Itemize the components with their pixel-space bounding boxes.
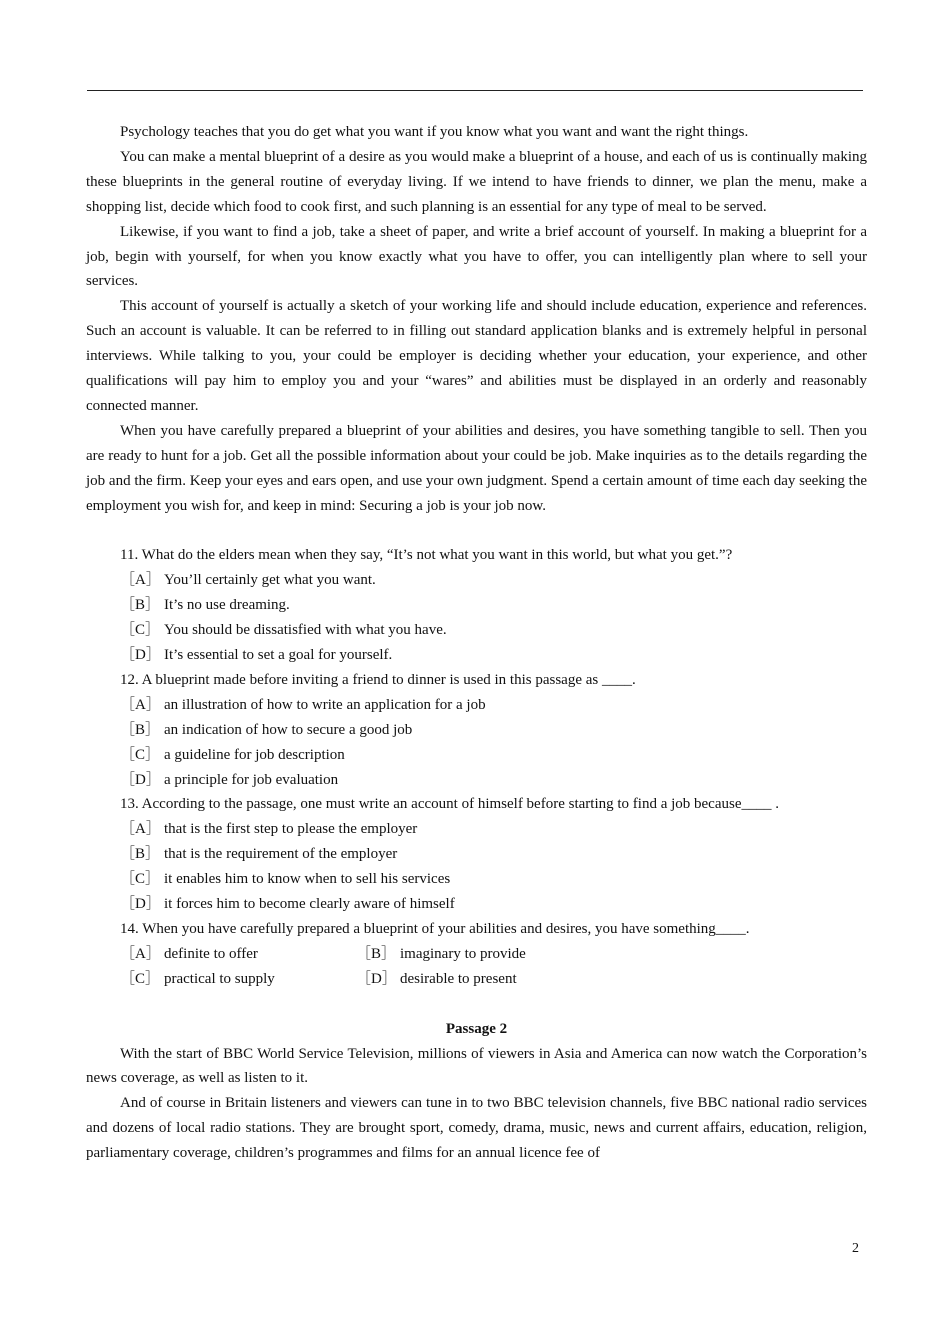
question-13-option-a[interactable] [86, 817, 867, 842]
question-13-stem: 13. According to the passage, one must write an account of himself before starting to find a job because____ . [120, 796, 779, 813]
option-text: an indication of how to secure a good job [164, 721, 413, 738]
question-11-option-b[interactable] [86, 593, 867, 618]
passage1-paragraph: You can make a mental blueprint of a desire as you would make a blueprint of a house, and each of us is continually making these blueprints in the general routine of everyday living. If we intend to have friends to dinner, we plan the menu, make a shopping list, decide which food to cook first, and such planning is an essential for any type of meal to be served. [86, 148, 867, 215]
question-12-stem: 12. A blueprint made before inviting a friend to dinner is used in this passage as ____. [120, 671, 636, 688]
question-14-option-c[interactable] [120, 967, 356, 992]
option-text: a guideline for job description [164, 746, 345, 763]
header-rule [87, 90, 863, 91]
passage1-paragraph: This account of yourself is actually a sketch of your working life and should include education, experience and references. Such an account is valuable. It can be referred to in filling out standard application blanks and is extremely helpful in personal interviews. While talking to you, your could be employer is deciding whether your education, your experience, and other qualifications will pay him to employ you and your “wares” and abilities must be displayed in an orderly and reasonably connected manner. [86, 298, 867, 414]
option-text: practical to supply [164, 970, 275, 987]
passage2-paragraph: And of course in Britain listeners and viewers can tune in to two BBC television channels, five BBC national radio services and dozens of local radio stations. They are brought sport, comedy, drama, music, news and current affairs, education, religion, parliamentary coverage, children’s programmes and films for an annual licence fee of [86, 1095, 867, 1162]
question-14-options-row [86, 967, 867, 992]
question-11-stem: 11. What do the elders mean when they say, “It’s not what you want in this world, but what you get.”? [120, 547, 733, 564]
option-text: You should be dissatisfied with what you have. [164, 622, 447, 639]
option-text: It’s no use dreaming. [164, 597, 290, 614]
option-label: ［D］ [356, 970, 397, 987]
question-14-option-a[interactable] [120, 942, 356, 967]
option-label: ［C］ [120, 746, 161, 763]
option-label: ［A］ [120, 945, 161, 962]
option-label: ［B］ [120, 846, 161, 863]
option-label: ［D］ [120, 647, 161, 664]
option-label: ［B］ [120, 597, 161, 614]
question-11-option-d[interactable] [86, 643, 867, 668]
question-12-option-b[interactable] [86, 718, 867, 743]
question-13-option-d[interactable] [86, 892, 867, 917]
option-label: ［A］ [120, 821, 161, 838]
option-text: it forces him to become clearly aware of himself [164, 896, 455, 913]
question-14-option-b[interactable] [356, 942, 526, 967]
question-12-option-c[interactable] [86, 743, 867, 768]
document-body [86, 120, 867, 1166]
page-number: 2 [852, 1241, 859, 1256]
passage1-paragraph: Psychology teaches that you do get what you want if you know what you want and want the right things. [120, 124, 749, 140]
option-text: a principle for job evaluation [164, 771, 339, 788]
question-14-options-row [86, 942, 867, 967]
option-text: imaginary to provide [400, 945, 526, 962]
spacer [86, 992, 867, 1017]
passage1-paragraph: When you have carefully prepared a blueprint of your abilities and desires, you have something tangible to sell. Then you are ready to hunt for a job. Get all the possible information about your could be job. Make inquiries as to the details regarding the job and the firm. Keep your eyes and ears open, and use your own judgment. Spend a certain amount of time each day seeking the employment you wish for, and keep in mind: Securing a job is your job now. [86, 422, 868, 514]
passage2-title: Passage 2 [445, 1020, 508, 1037]
question-13-option-c[interactable] [86, 867, 867, 892]
option-label: ［A］ [120, 696, 161, 713]
option-text: desirable to present [400, 970, 517, 987]
question-12-option-a[interactable] [86, 693, 867, 718]
option-text: an illustration of how to write an application for a job [164, 696, 486, 713]
option-text: You’ll certainly get what you want. [164, 572, 376, 589]
passage1-paragraph: Likewise, if you want to find a job, take a sheet of paper, and write a brief account of yourself. In making a blueprint for a job, begin with yourself, for when you know exactly what you have to offer, you can intelligently plan where to sell your services. [86, 223, 867, 290]
option-text: definite to offer [164, 945, 258, 962]
question-11-option-c[interactable] [86, 618, 867, 643]
option-label: ［C］ [120, 622, 161, 639]
question-12-option-d[interactable] [86, 768, 867, 793]
question-11-option-a[interactable] [86, 568, 867, 593]
question-14-option-d[interactable] [356, 967, 517, 992]
passage2-paragraph: With the start of BBC World Service Television, millions of viewers in Asia and America can now watch the Corporation’s news coverage, as well as listen to it. [86, 1045, 867, 1087]
option-text: It’s essential to set a goal for yourself. [164, 647, 393, 664]
option-text: it enables him to know when to sell his services [164, 871, 451, 888]
option-label: ［A］ [120, 572, 161, 589]
question-13-option-b[interactable] [86, 842, 867, 867]
option-text: that is the first step to please the employer [164, 821, 418, 838]
option-label: ［D］ [120, 896, 161, 913]
option-label: ［B］ [356, 945, 397, 962]
option-label: ［B］ [120, 721, 161, 738]
spacer [86, 519, 867, 544]
option-label: ［C］ [120, 871, 161, 888]
option-label: ［D］ [120, 771, 161, 788]
option-label: ［C］ [120, 970, 161, 987]
question-14-stem: 14. When you have carefully prepared a blueprint of your abilities and desires, you have something____. [120, 920, 750, 937]
option-text: that is the requirement of the employer [164, 846, 398, 863]
